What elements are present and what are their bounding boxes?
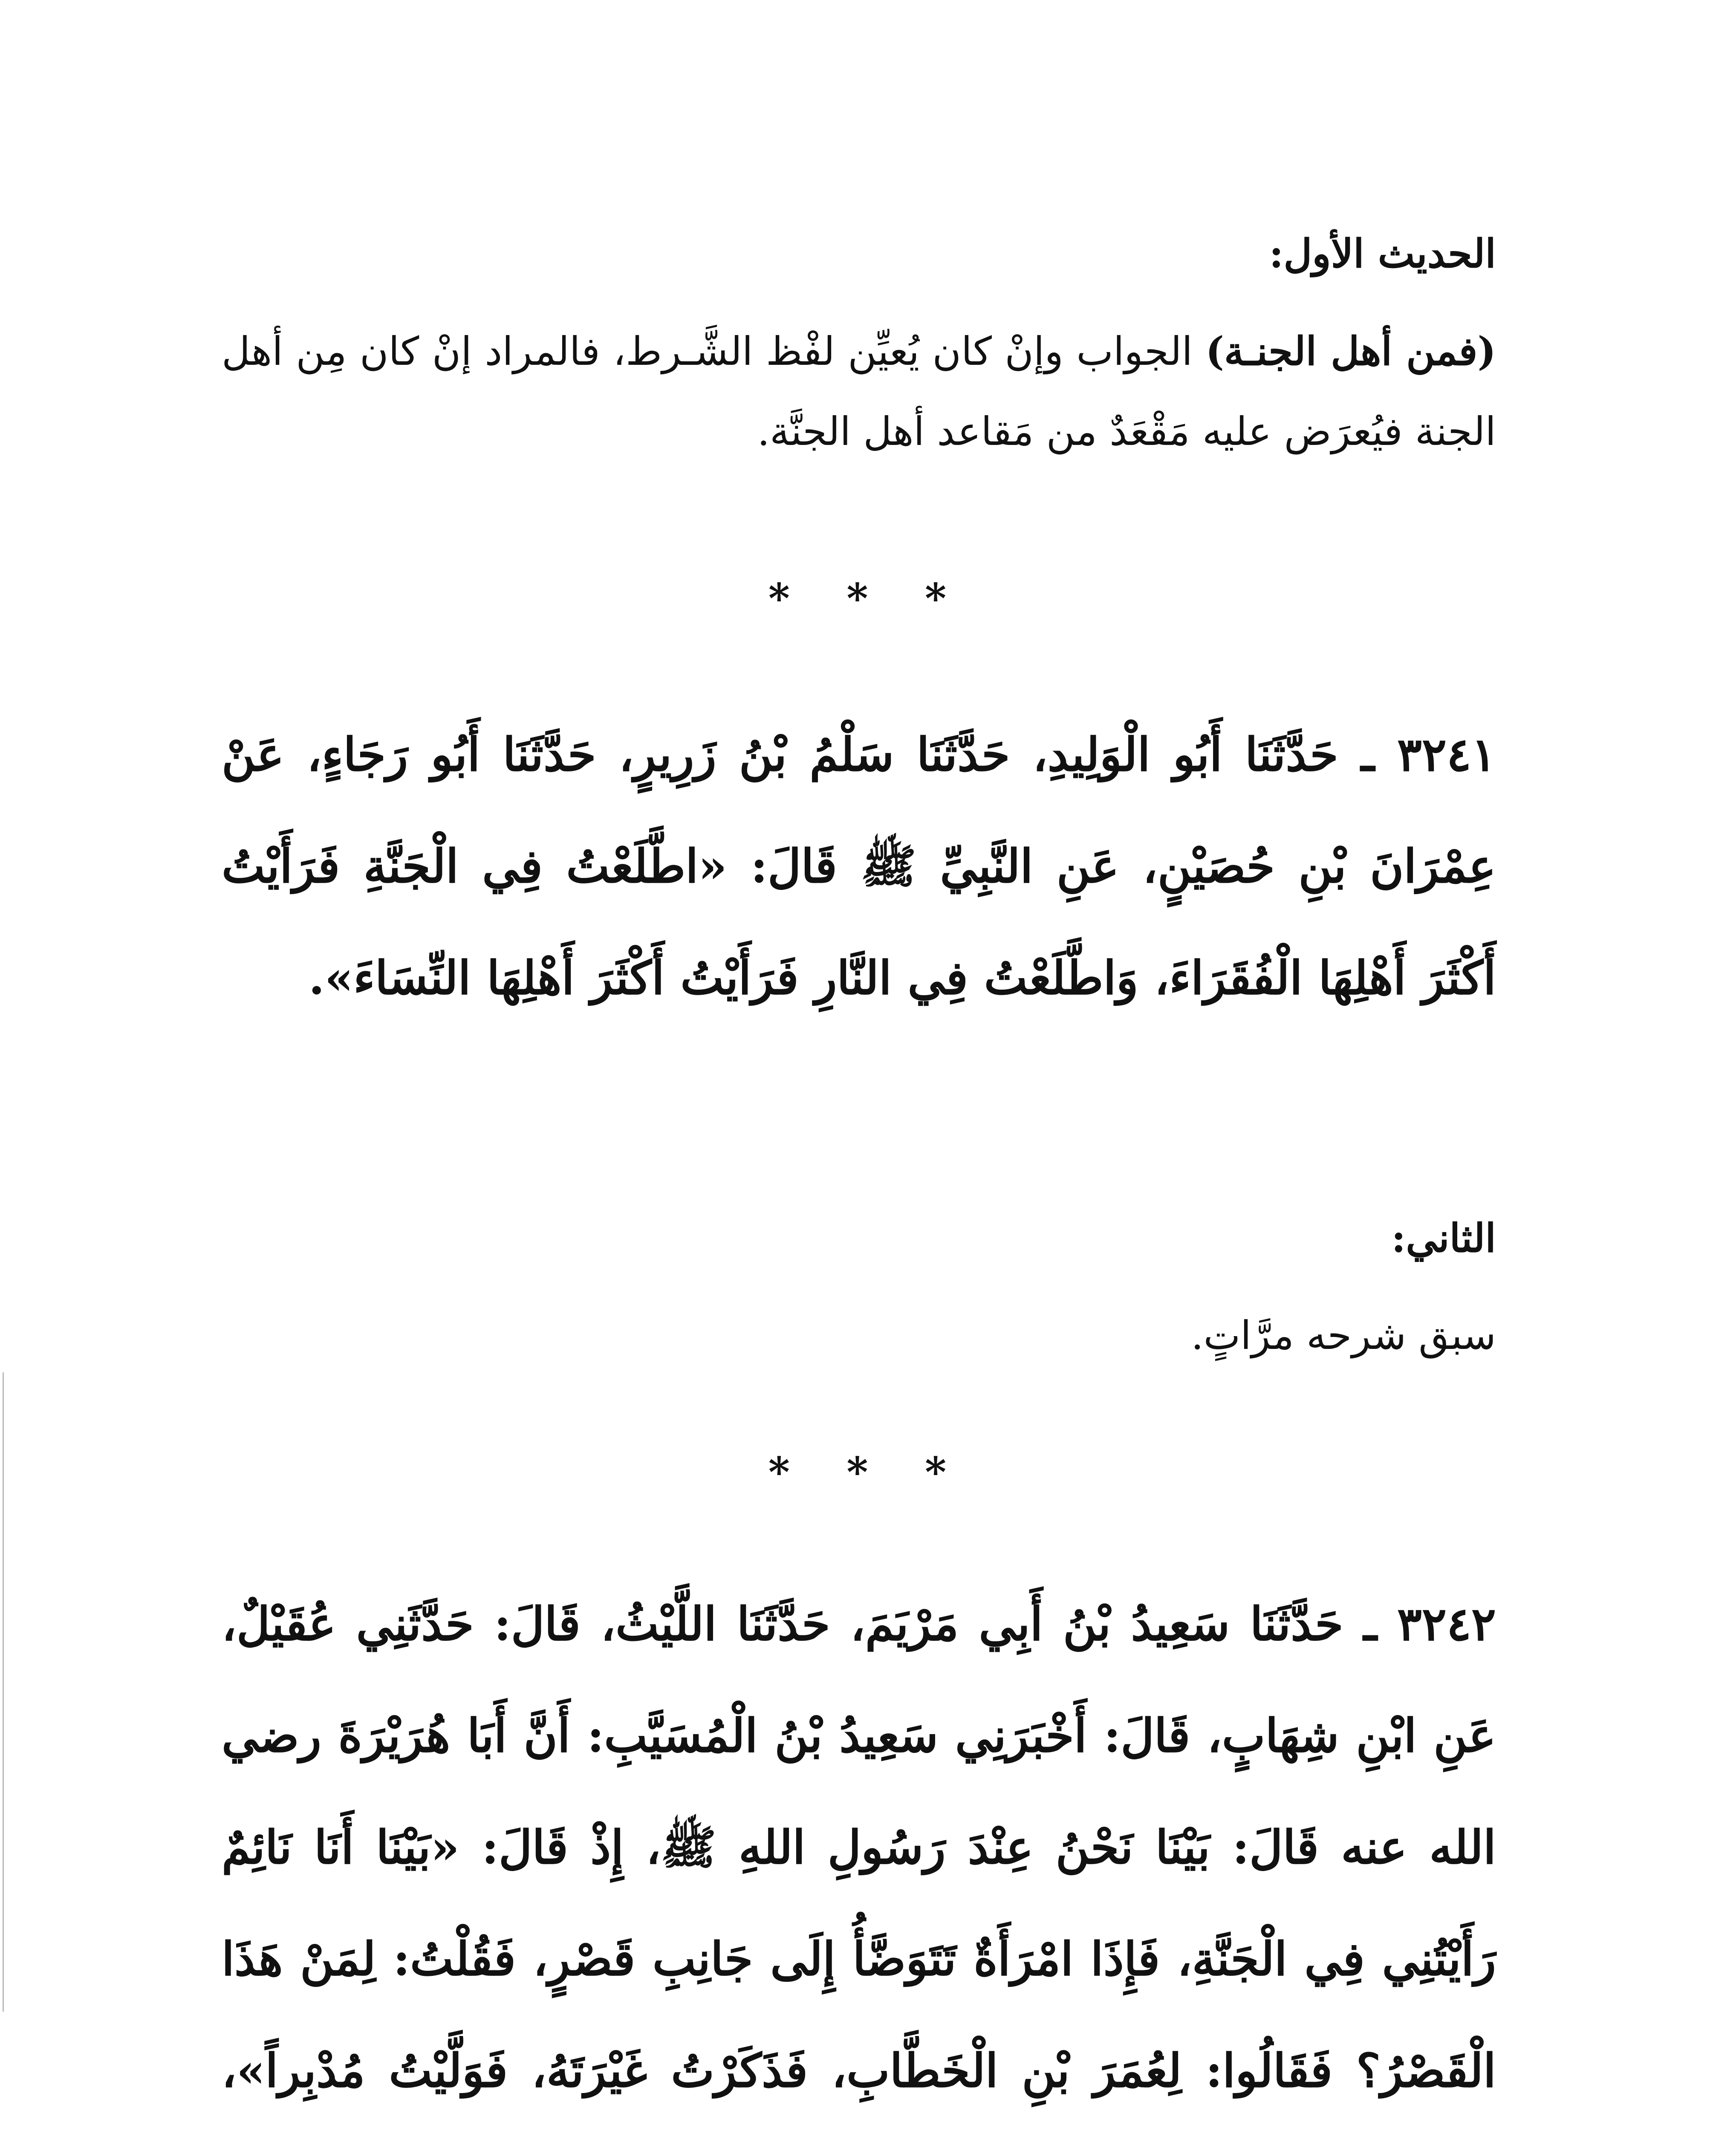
hadith-text-3242: ٣٢٤٢ ـ حَدَّثَنَا سَعِيدُ بْنُ أَبِي مَرْيَمَ، حَدَّثَنَا اللَّيْثُ، قَالَ: حَدَّثَنِي عُقَيْلٌ، عَنِ ابْنِ شِهَابٍ، قَالَ: أَخْبَرَنِي سَعِيدُ بْنُ الْمُسَيَّبِ: أَنَّ أَبَا هُرَيْرَةَ رضي الله عنه قَالَ: بَيْنَا نَحْنُ عِنْدَ رَسُولِ اللهِ ﷺ، إِذْ قَالَ: «بَيْنَا أَنَا نَائِمٌ رَأَيْتُنِي فِي الْجَنَّةِ، فَإِذَا امْرَأَةٌ تَتَوَضَّأُ إِلَى جَانِبِ قَصْرٍ، فَقُلْتُ: لِمَنْ هَذَا الْقَصْرُ؟ فَقَالُوا: لِعُمَرَ بْنِ الْخَطَّابِ، فَذَكَرْتُ غَيْرَتَهُ، فَوَلَّيْتُ مُدْبِراً»، xyxy=(222,1597,1496,2098)
hadith-text-3241: ٣٢٤١ ـ حَدَّثَنَا أَبُو الْوَلِيدِ، حَدَّثَنَا سَلْمُ بْنُ زَرِيرٍ، حَدَّثَنَا أَبُو رَجَاءٍ، عَنْ عِمْرَانَ بْنِ حُصَيْنٍ، عَنِ النَّبِيِّ ﷺ قَالَ: «اطَّلَعْتُ فِي الْجَنَّةِ فَرَأَيْتُ أَكْثَرَ أَهْلِهَا الْفُقَرَاءَ، وَاطَّلَعْتُ فِي النَّارِ فَرَأَيْتُ أَكْثَرَ أَهْلِهَا النِّسَاءَ». xyxy=(222,728,1496,1005)
commentary-explanation: الجواب وإنْ كان يُعيِّن لفْظ الشَّـرط، فالمراد إنْ كان مِن أهل الجنة فيُعرَض عليه مَقْعَدٌ من مَقاعد أهل الجنَّة. xyxy=(222,329,1496,454)
section-heading-second-hadith: الثاني: xyxy=(1391,1215,1496,1261)
section-separator: * * * xyxy=(768,575,968,623)
commentary-first-hadith xyxy=(222,311,1496,472)
commentary-quoted-phrase: (فمن أهل الجنـة) xyxy=(1205,328,1496,374)
section-separator: * * * xyxy=(768,1448,968,1496)
commentary-second-hadith: سبق شرحه مرَّاتٍ. xyxy=(1191,1313,1496,1358)
section-heading-first-hadith: الحديث الأول: xyxy=(1269,231,1496,277)
scan-edge-line xyxy=(3,1372,4,2012)
